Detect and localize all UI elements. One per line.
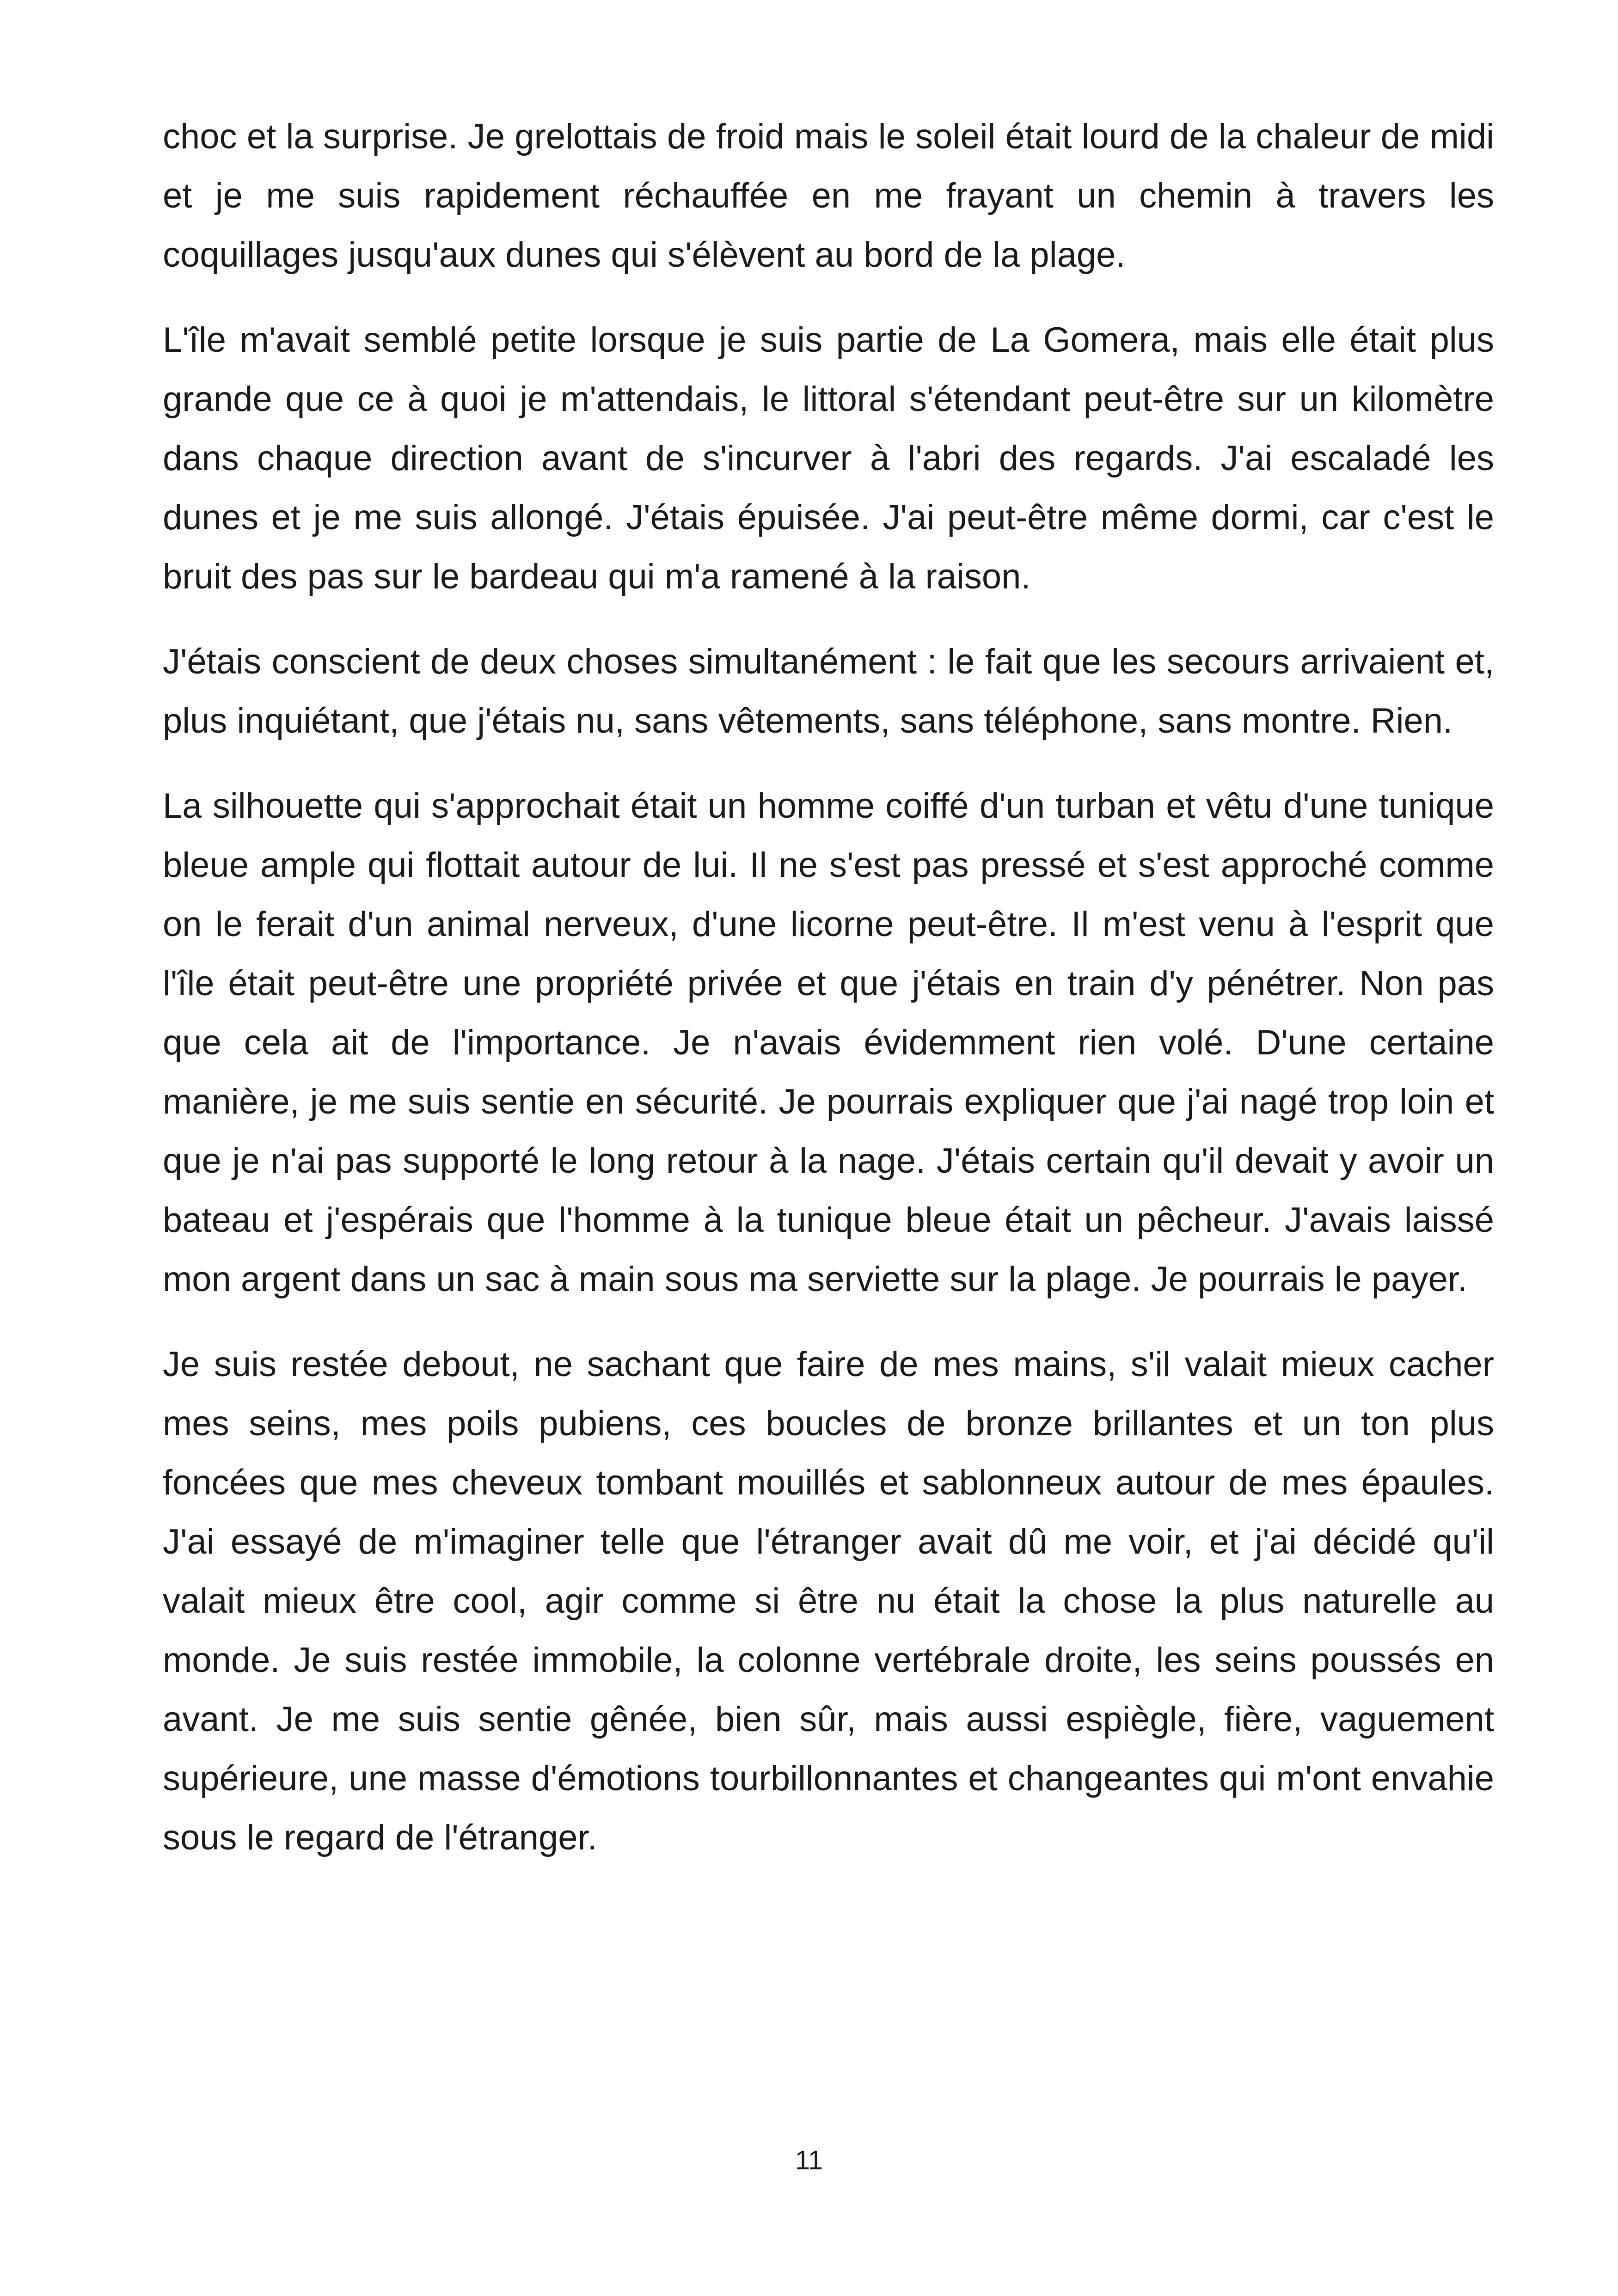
paragraph: choc et la surprise. Je grelottais de froid mais le soleil était lourd de la chaleur de midi et je me suis rapidement réchauffée en me frayant un chemin à travers les coquillages jusqu'aux dunes qui s'élèvent au bord de la plage.	[163, 117, 1494, 275]
paragraph: J'étais conscient de deux choses simultanément : le fait que les secours arrivaient et, plus inquiétant, que j'étais nu, sans vêtements, sans téléphone, sans montre. Rien.	[163, 642, 1494, 741]
body-text	[163, 107, 1494, 1893]
paragraph: La silhouette qui s'approchait était un homme coiffé d'un turban et vêtu d'une tunique bleue ample qui flottait autour de lui. Il ne s'est pas pressé et s'est approché comme on le ferait d'un animal nerveux, d'une licorne peut-être. Il m'est venu à l'esprit que l'île était peut-être une propriété privée et que j'étais en train d'y pénétrer. Non pas que cela ait de l'importance. Je n'avais évidemment rien volé. D'une certaine manière, je me suis sentie en sécurité. Je pourrais expliquer que j'ai nagé trop loin et que je n'ai pas supporté le long retour à la nage. J'étais certain qu'il devait y avoir un bateau et j'espérais que l'homme à la tunique bleue était un pêcheur. J'avais laissé mon argent dans un sac à main sous ma serviette sur la plage. Je pourrais le payer.	[163, 786, 1494, 1299]
paragraph: Je suis restée debout, ne sachant que faire de mes mains, s'il valait mieux cacher mes seins, mes poils pubiens, ces boucles de bronze brillantes et un ton plus foncées que mes cheveux tombant mouillés et sablonneux autour de mes épaules. J'ai essayé de m'imaginer telle que l'étranger avait dû me voir, et j'ai décidé qu'il valait mieux être cool, agir comme si être nu était la chose la plus naturelle au monde. Je suis restée immobile, la colonne vertébrale droite, les seins poussés en avant. Je me suis sentie gênée, bien sûr, mais aussi espiègle, fière, vaguement supérieure, une masse d'émotions tourbillonnantes et changeantes qui m'ont envahie sous le regard de l'étranger.	[163, 1345, 1494, 1857]
paragraph: L'île m'avait semblé petite lorsque je suis partie de La Gomera, mais elle était plus grande que ce à quoi je m'attendais, le littoral s'étendant peut-être sur un kilomètre dans chaque direction avant de s'incurver à l'abri des regards. J'ai escaladé les dunes et je me suis allongé. J'étais épuisée. J'ai peut-être même dormi, car c'est le bruit des pas sur le bardeau qui m'a ramené à la raison.	[163, 320, 1494, 596]
page-number: 11	[795, 2145, 823, 2175]
